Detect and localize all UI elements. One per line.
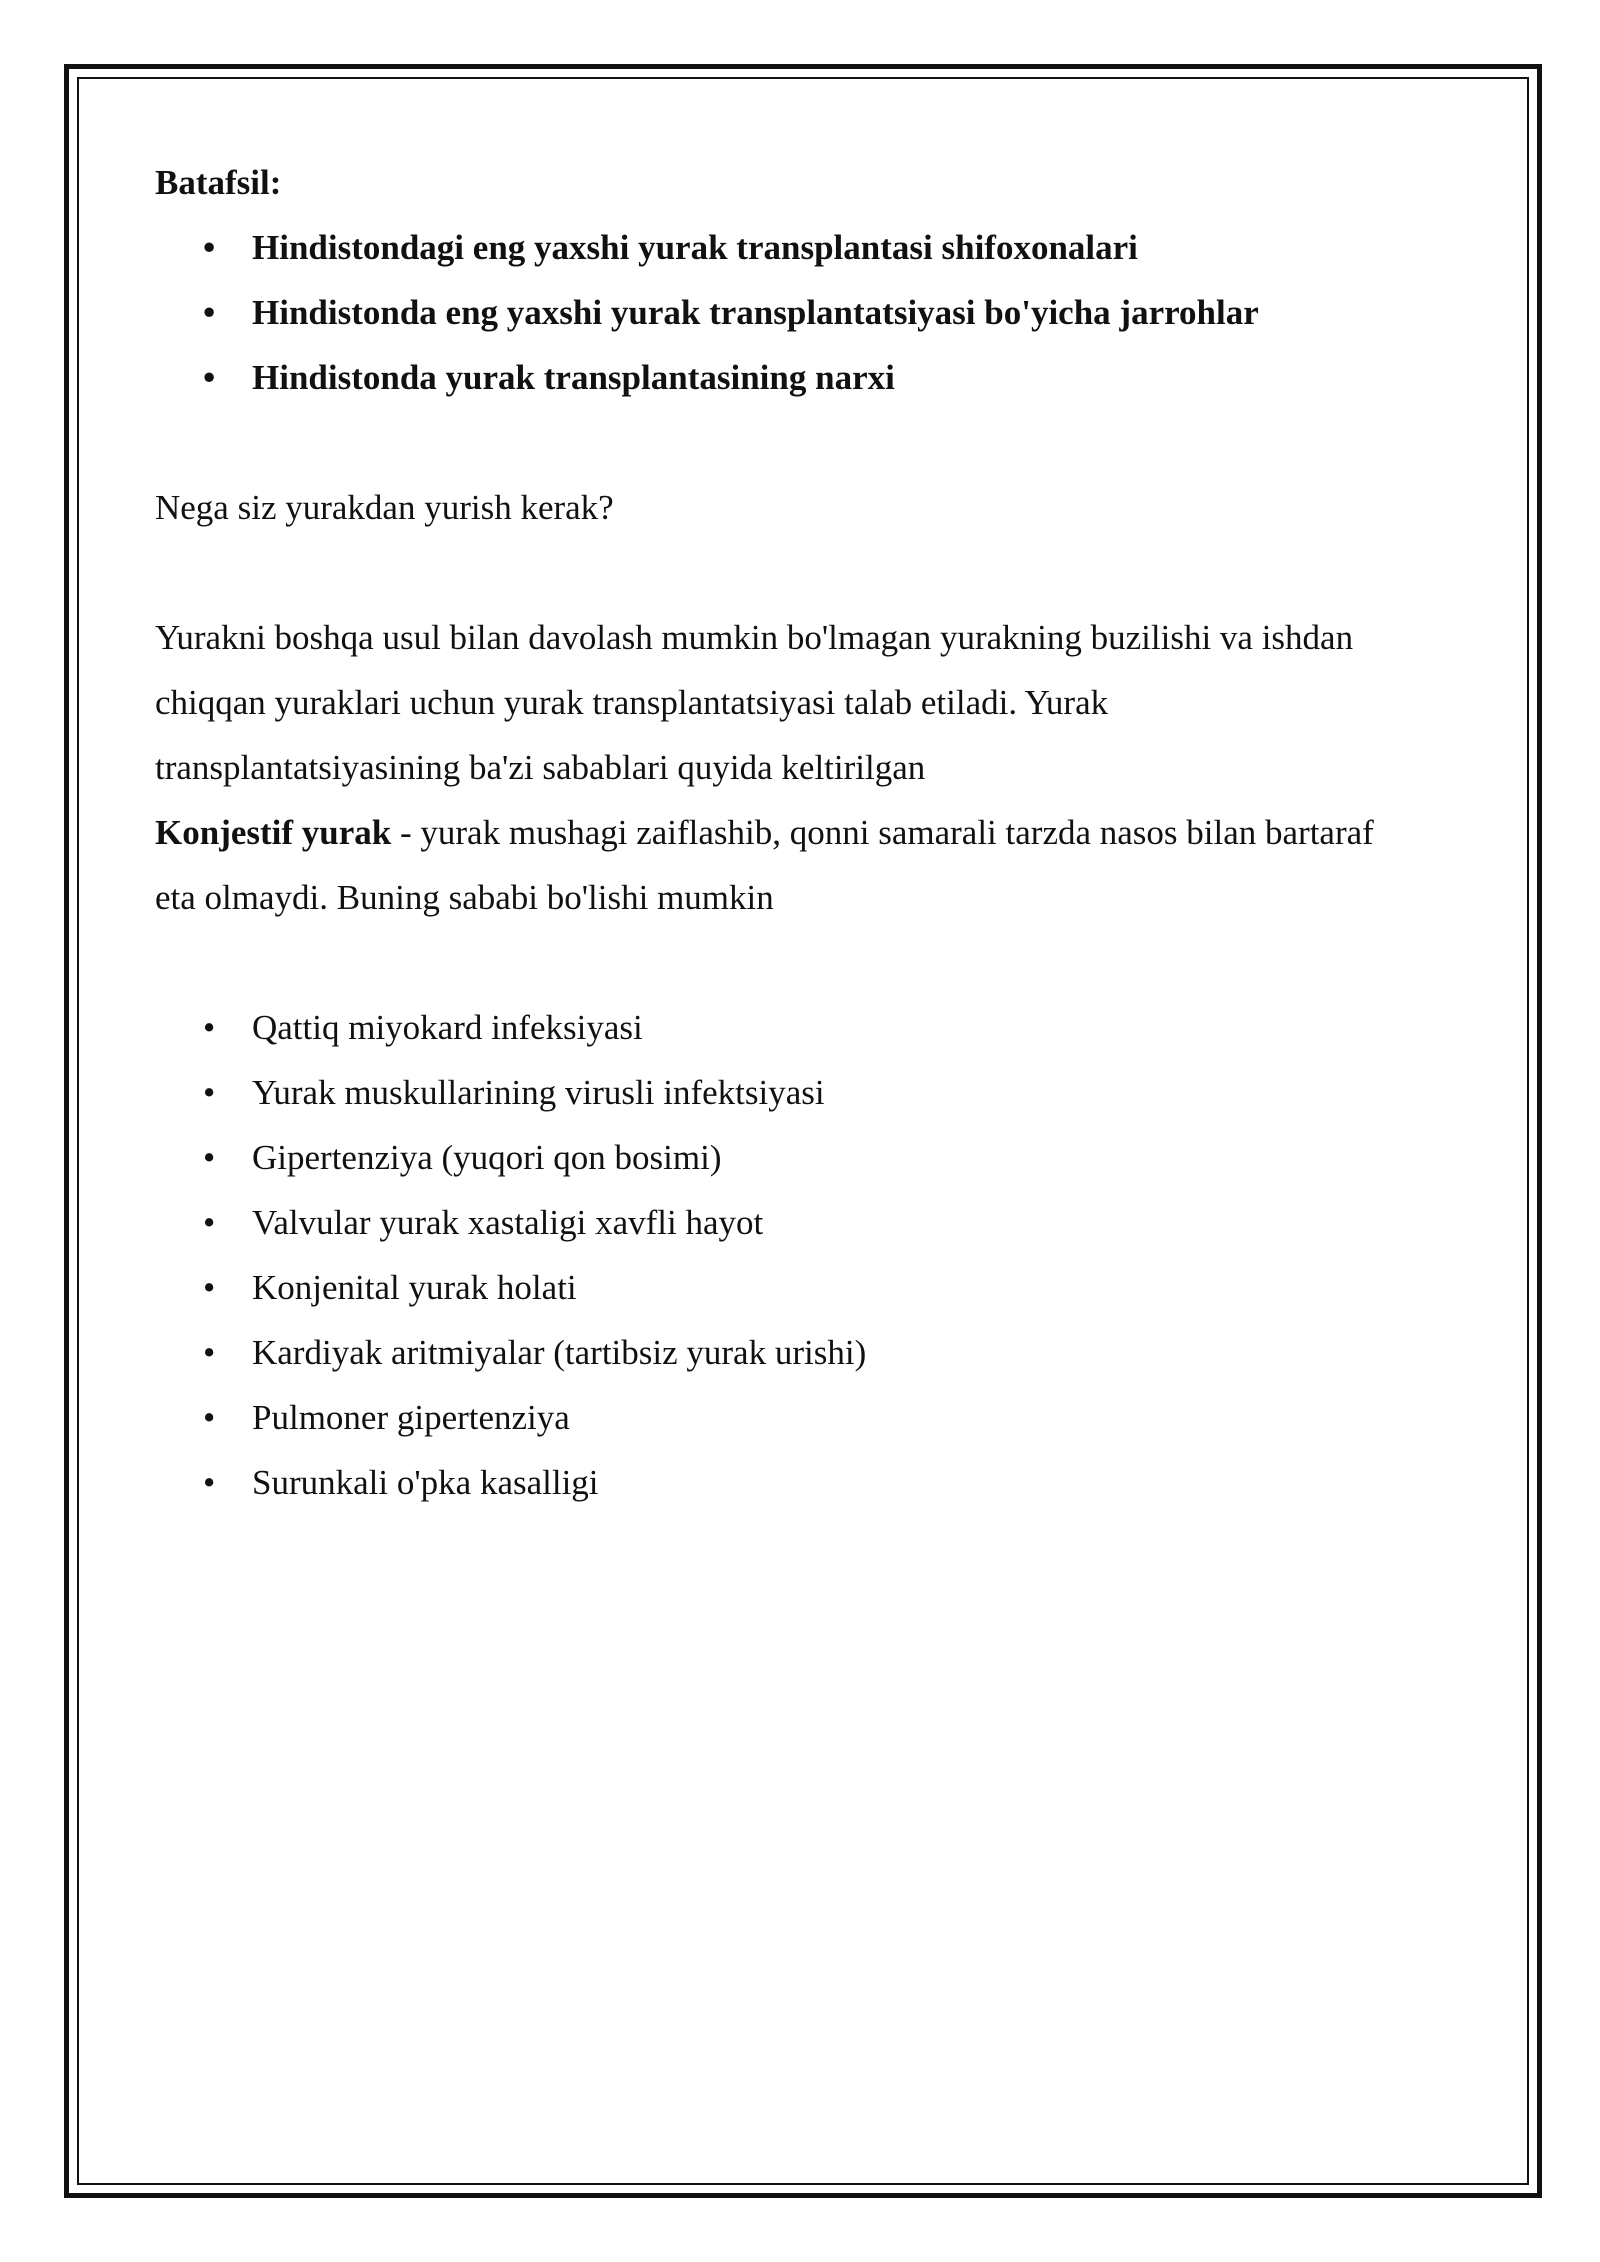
- cause-text: Surunkali o'pka kasalligi: [252, 1463, 599, 1502]
- cause-text: Qattiq miyokard infeksiyasi: [252, 1008, 643, 1047]
- intro-paragraph: Yurakni boshqa usul bilan davolash mumkin bo'lmagan yurakning buzilishi va ishdan chiqqan yuraklari uchun yurak transplantatsiyasi talab etiladi. Yurak transplantatsiyasining ba'zi sabablari quyida keltirilgan: [155, 618, 1354, 787]
- cause-text: Gipertenziya (yuqori qon bosimi): [252, 1138, 722, 1177]
- bullet-icon: •: [203, 1073, 216, 1112]
- cause-item: [155, 1060, 1415, 1125]
- related-link-text[interactable]: Hindistondagi eng yaxshi yurak transplantasi shifoxonalari: [252, 228, 1138, 267]
- question-text: Nega siz yurakdan yurish kerak?: [155, 488, 614, 527]
- cause-item: [155, 1385, 1415, 1450]
- spacer: [155, 410, 1415, 475]
- bullet-icon: •: [203, 1138, 216, 1177]
- bullet-icon: •: [203, 358, 216, 397]
- bullet-icon: •: [203, 1333, 216, 1372]
- cause-item: [155, 1450, 1415, 1515]
- cause-text: Pulmoner gipertenziya: [252, 1398, 570, 1437]
- definition-paragraph: [155, 800, 1415, 930]
- related-links-list: [155, 215, 1415, 410]
- cause-text: Yurak muskullarining virusli infektsiyasi: [252, 1073, 825, 1112]
- section-heading: Batafsil:: [155, 163, 282, 202]
- related-link-text[interactable]: Hindistonda yurak transplantasining narxi: [252, 358, 895, 397]
- related-link[interactable]: [155, 215, 1415, 280]
- related-link-text[interactable]: Hindistonda eng yaxshi yurak transplantatsiyasi bo'yicha jarrohlar: [252, 293, 1259, 332]
- bullet-icon: •: [203, 1463, 216, 1502]
- spacer: [155, 930, 1415, 995]
- cause-text: Konjenital yurak holati: [252, 1268, 577, 1307]
- causes-list: [155, 995, 1415, 1515]
- cause-item: [155, 1190, 1415, 1255]
- cause-text: Valvular yurak xastaligi xavfli hayot: [252, 1203, 764, 1242]
- cause-item: [155, 995, 1415, 1060]
- spacer: [155, 540, 1415, 605]
- cause-item: [155, 1255, 1415, 1320]
- definition-term: Konjestif yurak: [155, 813, 392, 852]
- document-body: [155, 150, 1415, 1515]
- definition-text: - yurak mushagi zaiflashib, qonni samarali tarzda nasos bilan bartaraf eta olmaydi. Buning sababi bo'lishi mumkin: [155, 813, 1374, 917]
- bullet-icon: •: [203, 1203, 216, 1242]
- bullet-icon: •: [203, 228, 216, 267]
- cause-text: Kardiyak aritmiyalar (tartibsiz yurak urishi): [252, 1333, 867, 1372]
- cause-item: [155, 1125, 1415, 1190]
- bullet-icon: •: [203, 293, 216, 332]
- cause-item: [155, 1320, 1415, 1385]
- related-link[interactable]: [155, 280, 1415, 345]
- bullet-icon: •: [203, 1268, 216, 1307]
- bullet-icon: •: [203, 1398, 216, 1437]
- related-link[interactable]: [155, 345, 1415, 410]
- bullet-icon: •: [203, 1008, 216, 1047]
